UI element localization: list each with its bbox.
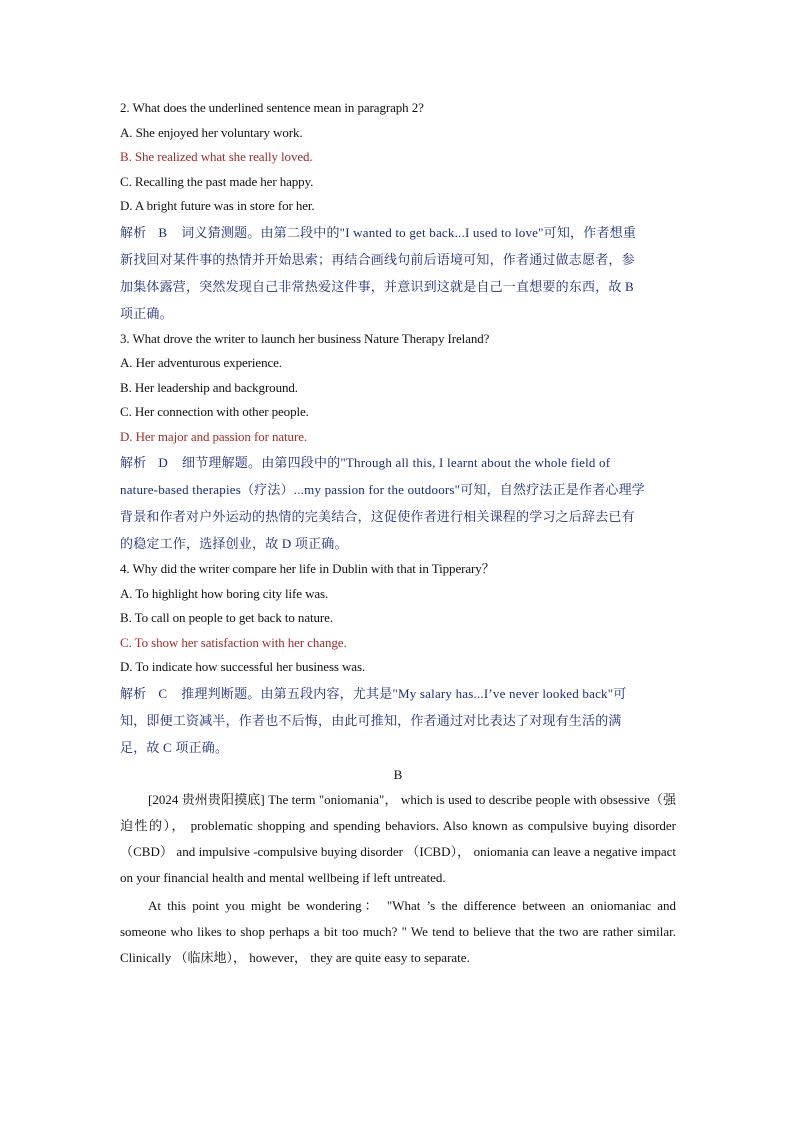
option-c: C. Recalling the past made her happy.	[120, 173, 314, 189]
option-b: B. Her leadership and background.	[120, 379, 298, 395]
option-c: C. Her connection with other people.	[120, 404, 309, 419]
explanation-line	[120, 219, 676, 246]
explanation-line	[120, 449, 676, 476]
section-heading: B	[393, 766, 403, 782]
option-a: A. Her adventurous experience.	[120, 355, 282, 370]
option-b-correct: B. She realized what she really loved.	[120, 149, 313, 164]
answer-key: C	[158, 685, 168, 701]
explanation-tag: 解析	[120, 224, 147, 240]
explanation-text: 词义猜测题。由第二段中的"I wanted to get back...I used to love"可知，作者想重	[181, 224, 637, 240]
question-3	[120, 327, 676, 558]
option-c-correct: C. To show her satisfaction with her change.	[120, 634, 347, 650]
option-a: A. She enjoyed her voluntary work.	[120, 124, 303, 140]
explanation-line: 加集体露营，突然发现自己非常热爱这件事，并意识到这就是自己一直想要的东西，故 B	[120, 278, 634, 294]
explanation	[120, 680, 676, 761]
explanation-line	[120, 680, 676, 707]
question-stem: 2. What does the underlined sentence mean in paragraph 2?	[120, 100, 424, 115]
document-page	[120, 96, 676, 971]
option-a: A. To highlight how boring city life was.	[120, 585, 329, 601]
answer-key: B	[158, 224, 168, 240]
explanation-line: 足，故 C 项正确。	[120, 739, 229, 755]
paragraph-text: The term "oniomania"， which is used to describe people with obsessive（强迫性的）， problematic shopping and spending behaviors. Also known as compulsive buying disorder （CBD） and impulsive -compulsive buying disorder （ICBD）， oniomania can leave a negative impact on your financial health and mental wellbeing if left untreated.	[120, 791, 676, 885]
explanation-line: nature-based therapies（疗法）...my passion for the outdoors"可知，自然疗法正是作者心理学	[120, 482, 645, 497]
explanation-line: 知，即便工资减半，作者也不后悔，由此可推知，作者通过对比表达了对现有生活的满	[120, 712, 622, 728]
option-d: D. A bright future was in store for her.	[120, 198, 315, 213]
paragraph-text: At this point you might be wondering： "What ’s the difference between an oniomaniac and someone who likes to shop perhaps a bit too much? " We tend to believe that the two are rather similar. Clinically （临床地）， however， they are quite easy to separate.	[120, 897, 676, 965]
explanation-tag: 解析	[120, 455, 147, 470]
explanation-line: 背景和作者对户外运动的热情的完美结合，这促使作者进行相关课程的学习之后辞去已有	[120, 509, 635, 524]
reading-paragraph	[120, 893, 676, 971]
explanation-line: 的稳定工作，选择创业，故 D 项正确。	[120, 536, 348, 551]
explanation	[120, 449, 676, 557]
question-2	[120, 96, 676, 327]
source-label: [2024 贵州贵阳摸底]	[148, 791, 265, 807]
reading-paragraph	[120, 787, 676, 891]
answer-key: D	[158, 455, 168, 470]
option-b: B. To call on people to get back to nature.	[120, 610, 333, 625]
explanation-text: 推理判断题。由第五段内容，尤其是"My salary has...I’ve never looked back"可	[181, 685, 627, 701]
option-d-correct: D. Her major and passion for nature.	[120, 428, 308, 444]
explanation	[120, 219, 676, 327]
question-4	[120, 557, 676, 761]
option-d: D. To indicate how successful her business was.	[120, 659, 366, 674]
explanation-line: 新找回对某件事的热情并开始思索；再结合画线句前后语境可知，作者通过做志愿者，参	[120, 251, 635, 267]
explanation-line: 项正确。	[120, 305, 173, 321]
question-stem: 3. What drove the writer to launch her business Nature Therapy Ireland?	[120, 330, 490, 346]
explanation-tag: 解析	[120, 685, 147, 701]
explanation-text: 细节理解题。由第四段中的"Through all this, I learnt about the whole field of	[182, 455, 611, 470]
question-stem: 4. Why did the writer compare her life in Dublin with that in Tipperary？	[120, 561, 495, 576]
